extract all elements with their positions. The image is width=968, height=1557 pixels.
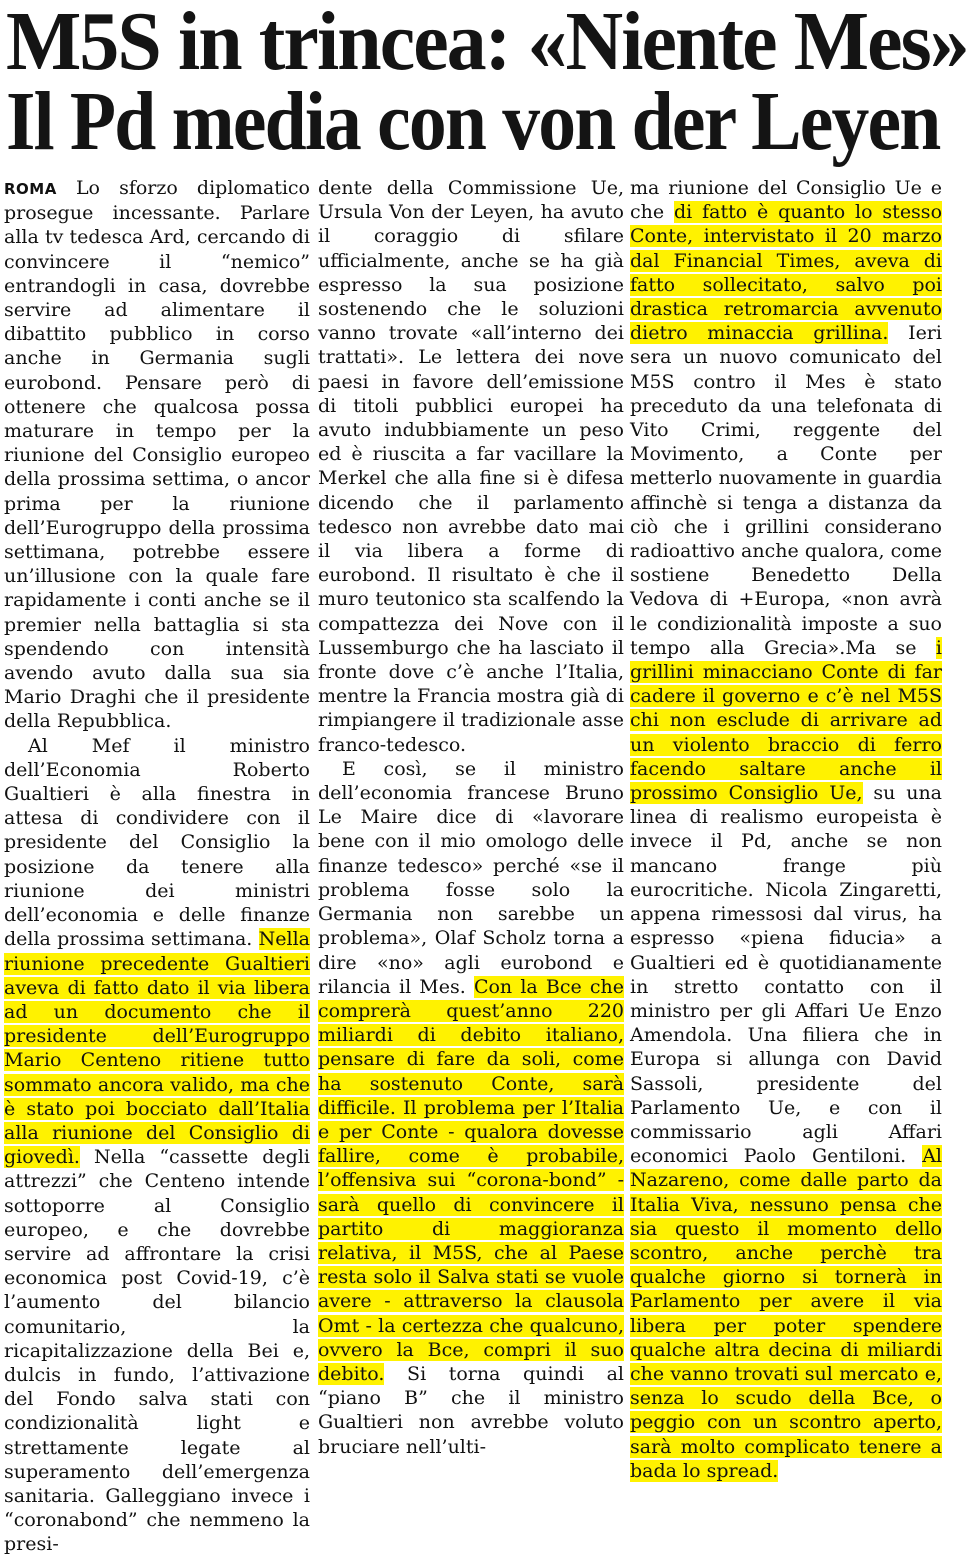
article-column-3 (630, 176, 943, 1482)
highlighted-text: di fatto è quanto lo stesso Conte, intervistato il 20 marzo dal Financial Times, aveva di fatto sollecitato, salvo poi drastica retromarcia avvenuto dietro minaccia grillina. (630, 201, 943, 345)
paragraph (4, 734, 310, 1557)
text-run: Si torna quindi al “piano B” che il ministro Gualtieri non avrebbe voluto bruciare nell’ulti- (318, 1362, 624, 1458)
text-run: su una linea di realismo europeista è invece il Pd, anche se non mancano frange più eurocritiche. Nicola Zingaretti, appena rimessosi dal virus, ha espresso «piena fiducia» a Gualtieri ed è quotidianamente in stretto contatto con il ministro per gli Affari Ue Enzo Amendola. Una filiera che in Europa si allunga con David Sassoli, presidente del Parlamento Ue, e con il commissario agli Affari economici Paolo Gentiloni. (630, 782, 943, 1168)
highlighted-text: Con la Bce che comprerà quest’anno 220 miliardi di debito italiano, pensare di fare da soli, come ha sostenuto Conte, sarà difficile. Il problema per l’Italia e per Conte - qualora dovesse fallire, come è probabile, l’offensiva sui “corona-bond” - sarà quello di convincere il partito di maggioranza relativa, il M5S, che al Paese resta solo il Salva stati se vuole avere - attraverso la clausola Omt - la certezza che qualcuno, ovvero la Bce, compri il suo debito. (318, 975, 624, 1385)
highlighted-text: Al Nazareno, come dalle parto da Italia Viva, nessuno pensa che sia questo il momento dello scontro, anche perchè tra qualche giorno si tornerà in Parlamento per avere il via libera per poter spendere qualche altra decina di miliardi che vanno trovati sul mercato e, senza lo scudo della Bce, o peggio con un scontro aperto, sarà molto complicato tenere a bada lo spread. (630, 1145, 943, 1482)
text-run: dente della Commissione Ue, Ursula Von der Leyen, ha avuto il coraggio di sfilare ufficialmente, anche se ha già espresso la sua posizione sostenendo che le soluzioni vanno trovate «all’interno dei trattati». Le lettera dei nove paesi in favore dell’emissione di titoli pubblici europei ha avuto indubbiamente un peso ed è riuscita a far vacillare la Merkel che alla fine si è difesa dicendo che il parlamento tedesco non avrebbe dato mai il via libera a forme di eurobond. Il risultato è che il muro teutonico sta scalfendo la compattezza dei Nove con il Lussemburgo che ha lasciato il fronte dove c’è anche l’Italia, mentre la Francia mostra già di rimpiangere il tradizionale asse franco-tedesco. (318, 177, 624, 756)
article-column-1 (4, 176, 310, 1556)
article-column-2 (318, 176, 624, 1458)
text-run: Nella “cassette degli attrezzi” che Centeno intende sottoporre al Consiglio europeo, e che dovrebbe servire ad affrontare la crisi economica post Covid-19, c’è l’aumento del bilancio comunitario, la ricapitalizzazione della Bei e, dulcis in fundo, l’attivazione del Fondo salva stati con condizionalità light e strettamente legate al superamento dell’emergenza sanitaria. Galleggiano invece i “coronabond” che nemmeno la presi- (4, 1146, 310, 1556)
highlighted-text: Nella riunione precedente Gualtieri aveva di fatto dato il via libera ad un documento che il presidente dell’Eurogruppo Mario Centeno ritiene tutto sommato ancora valido, ma che è stato poi bocciato dall’Italia alla riunione del Consiglio di giovedì. (4, 928, 310, 1169)
dateline: ROMA (4, 180, 57, 198)
paragraph (318, 176, 624, 757)
text-run: Ieri sera un nuovo comunicato del M5S contro il Mes è stato preceduto da una telefonata di Vito Crimi, reggente del Movimento, a Conte per metterlo nuovamente in guardia affinchè si tenga a distanza da ciò che i grillini considerano radioattivo anche qualora, come sostiene Benedetto Della Vedova di +Europa, «non avrà le condizionalità imposte a suo tempo alla Grecia».Ma se (630, 322, 942, 659)
paragraph (318, 757, 624, 1459)
text-run: ma riunione del Consiglio Ue e che (630, 177, 942, 224)
text-run: E così, se il ministro dell’economia francese Bruno Le Maire dice di «lavorare bene con il mio omologo delle finanze tedesco» perché «se il problema fosse solo la Germania non sarebbe un problema», Olaf Scholz torna a dire «no» agli eurobond e rilancia il Mes. (318, 757, 624, 998)
headline-line-2: Il Pd media con von der Leyen (6, 75, 940, 168)
paragraph (630, 176, 942, 1483)
highlighted-text: i grillini minacciano Conte di far cadere il governo e c’è nel M5S chi non esclude di arrivare ad un violento braccio di ferro facendo saltare anche il prossimo Consiglio Ue, (630, 636, 942, 805)
paragraph (4, 176, 310, 734)
text-run: Lo sforzo diplomatico prosegue incessante. Parlare alla tv tedesca Ard, cercando di convincere il “nemico” entrandogli in casa, dovrebbe servire ad alimentare il dibattito pubblico in corso anche in Germania sugli eurobond. Pensare però di ottenere che qualcosa possa maturare in tempo per la riunione del Consiglio europeo della prossima settima, o ancor prima per la riunione dell’Eurogruppo della prossima settimana, potrebbe essere un’illusione con la quale fare rapidamente i conti anche se il premier nella battaglia si sta spendendo con intensità avendo avuto dalla sua sia Mario Draghi che il presidente della Repubblica. (4, 177, 310, 733)
headline-line-1: M5S in trincea: «Niente Mes» (6, 0, 968, 88)
text-run: Al Mef il ministro dell’Economia Roberto Gualtieri è alla finestra in attesa di condividere con il presidente del Consiglio la posizione da tenere alla riunione dei ministri dell’economia e delle finanze della prossima settimana. (4, 734, 310, 951)
